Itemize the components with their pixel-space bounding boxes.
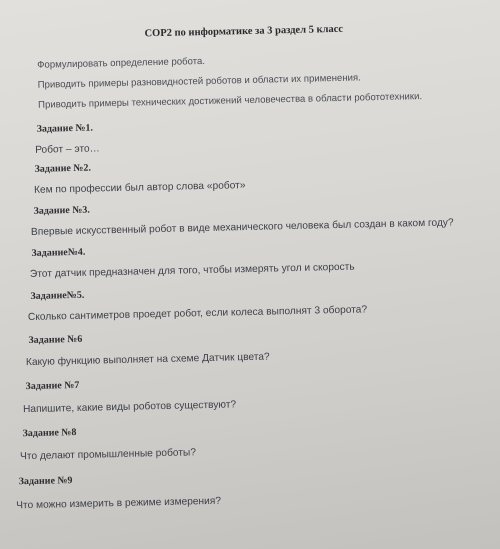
task-3-heading: Задание №3.: [33, 204, 90, 217]
task-8-heading: Задание №8: [22, 426, 77, 440]
task-1-question: Робот – это…: [35, 143, 100, 156]
task-9-heading: Задание №9: [18, 475, 73, 488]
task-4-question: Этот датчик предназначен для того, чтобы измерять угол и скорость: [29, 261, 355, 280]
task-6-question: Какую функцию выполняет на схеме Датчик цвета?: [25, 351, 270, 369]
task-6-heading: Задание №6: [28, 333, 83, 347]
task-4-heading: Задание№4.: [31, 246, 86, 259]
task-9-question: Что можно измерить в режиме измерения?: [16, 495, 222, 512]
task-3-question: Впервые искусственный робот в виде механического человека был создан в каком году?: [30, 217, 454, 238]
objective-2: Приводить примеры разновидностей роботов и области их применения.: [37, 72, 361, 91]
document-title: СОР2 по информатике за 3 раздел 5 класс: [144, 23, 344, 40]
task-7-question: Напишите, какие виды роботов существуют?: [22, 399, 237, 416]
task-5-question: Сколько сантиметров проедет робот, если колеса выполнят 3 оборота?: [27, 304, 368, 324]
task-2-question: Кем по профессии был автор слова «робот»: [33, 180, 246, 196]
task-5-heading: Задание№5.: [30, 289, 85, 302]
task-7-heading: Задание №7: [25, 379, 80, 393]
task-8-question: Что делают промышленные роботы?: [19, 447, 197, 463]
objective-3: Приводить примеры технических достижений человечества в области робототехники.: [37, 91, 423, 111]
task-1-heading: Задание №1.: [36, 122, 94, 135]
task-2-heading: Задание №2.: [34, 162, 92, 175]
objective-1: Формулировать определение робота.: [37, 55, 206, 71]
